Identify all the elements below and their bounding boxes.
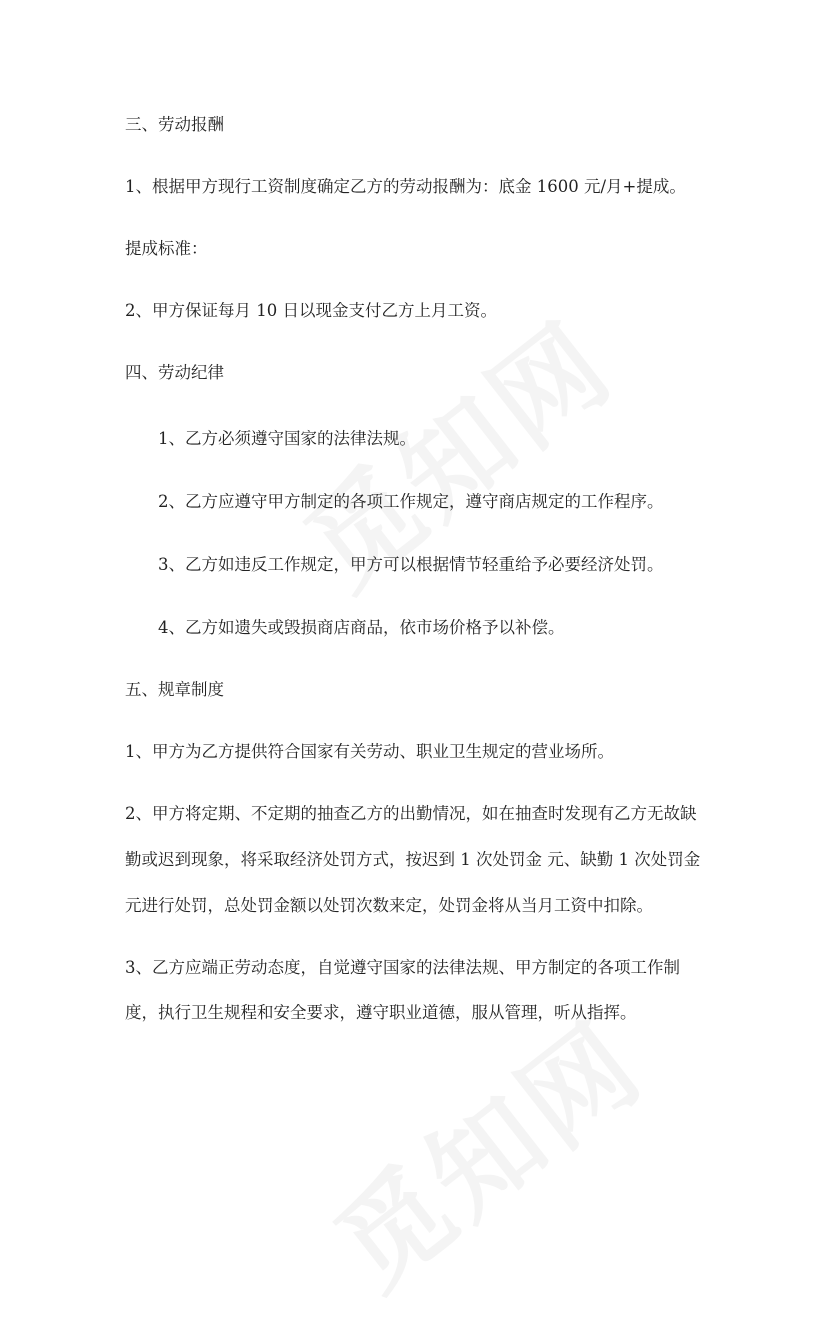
section-heading-4: 四、劳动纪律 (125, 363, 224, 382)
paragraph: 度，执行卫生规程和安全要求，遵守职业道德，服从管理，听从指挥。 (125, 1003, 637, 1022)
paragraph: 勤或迟到现象，将采取经济处罚方式，按迟到 1 次处罚金 元、缺勤 1 次处罚金 (125, 850, 701, 869)
paragraph: 1、根据甲方现行工资制度确定乙方的劳动报酬为：底金 1600 元/月+提成。 (125, 177, 686, 196)
list-item: 1、乙方必须遵守国家的法律法规。 (158, 429, 416, 448)
list-item: 4、乙方如遗失或毁损商店商品，依市场价格予以补偿。 (158, 618, 565, 637)
paragraph: 2、甲方保证每月 10 日以现金支付乙方上月工资。 (125, 301, 497, 320)
list-item: 2、乙方应遵守甲方制定的各项工作规定，遵守商店规定的工作程序。 (158, 492, 664, 511)
watermark (298, 980, 670, 1318)
paragraph: 元进行处罚，总处罚金额以处罚次数来定，处罚金将从当月工资中扣除。 (125, 896, 653, 915)
paragraph: 1、甲方为乙方提供符合国家有关劳动、职业卫生规定的营业场所。 (125, 742, 614, 761)
section-heading-3: 三、劳动报酬 (125, 115, 224, 134)
list-item: 3、乙方如违反工作规定，甲方可以根据情节轻重给予必要经济处罚。 (158, 555, 664, 574)
paragraph: 2、甲方将定期、不定期的抽查乙方的出勤情况，如在抽查时发现有乙方无故缺 (125, 804, 697, 823)
paragraph: 提成标准： (125, 239, 208, 258)
section-heading-5: 五、规章制度 (125, 680, 224, 699)
paragraph: 3、乙方应端正劳动态度，自觉遵守国家的法律法规、甲方制定的各项工作制 (125, 958, 680, 977)
